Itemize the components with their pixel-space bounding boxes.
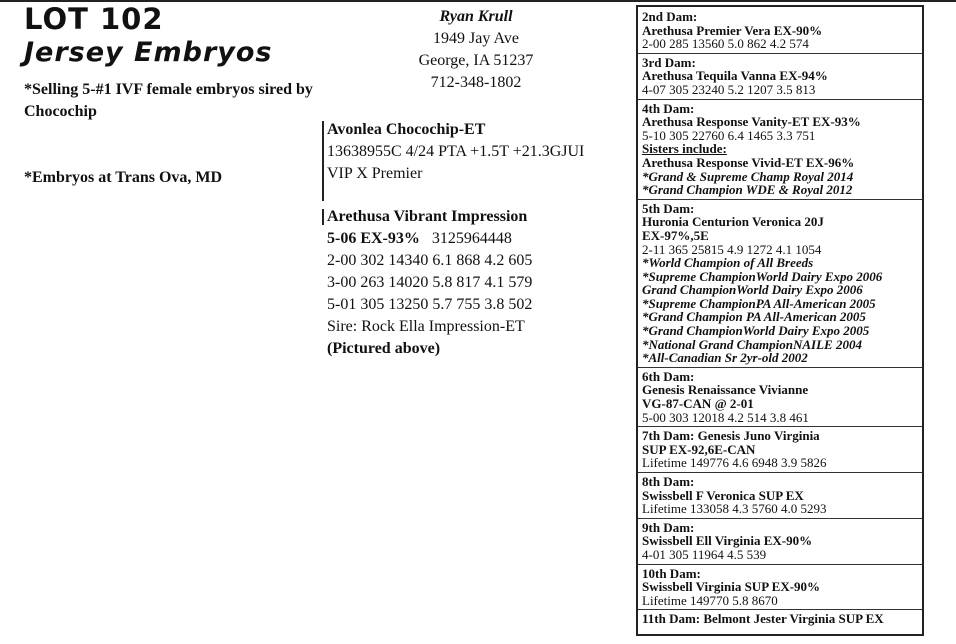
pedigree-line: 6th Dam: <box>642 368 695 384</box>
dam-record: 3-00 263 14020 5.8 817 4.1 579 <box>327 274 533 291</box>
pedigree-line: *All-Canadian Sr 2yr-old 2002 <box>642 350 808 366</box>
seller-address: 1949 Jay Ave <box>433 30 519 47</box>
dam-registration: 3125964448 <box>431 230 512 247</box>
pedigree-divider <box>638 199 924 200</box>
sire-name: Avonlea Chocochip-ET <box>327 121 486 138</box>
pictured-note: (Pictured above) <box>327 340 441 357</box>
dam-block <box>327 206 632 360</box>
lot-subtitle: Jersey Embryos <box>24 37 273 68</box>
seller-phone: 712-348-1802 <box>430 74 522 91</box>
dam-name: Arethusa Vibrant Impression <box>327 208 528 225</box>
pedigree-line: 11th Dam: Belmont Jester Virginia SUP EX <box>642 611 884 627</box>
pedigree-line: SUP EX-92,6E-CAN <box>642 441 756 457</box>
dam-record: 2-00 302 14340 6.1 868 4.2 605 <box>327 252 533 269</box>
pedigree-line: Swissbell Virginia SUP EX-90% <box>642 579 821 595</box>
pedigree-line: 2-00 285 13560 5.0 862 4.2 574 <box>642 36 809 52</box>
lot-title: LOT 102 <box>24 2 164 36</box>
pedigree-line: 5-10 305 22760 6.4 1465 3.3 751 <box>642 127 816 143</box>
pedigree-line: *Grand ChampionWorld Dairy Expo 2005 <box>642 323 870 339</box>
pedigree-line: Lifetime 133058 4.3 5760 4.0 5293 <box>642 501 827 517</box>
seller-name: Ryan Krull <box>439 8 513 25</box>
location-note: *Embryos at Trans Ova, MD <box>24 169 223 186</box>
pedigree-divider <box>638 99 924 100</box>
pedigree-line: VG-87-CAN @ 2-01 <box>642 396 754 412</box>
pedigree-line: *World Champion of All Breeds <box>642 255 814 271</box>
seller-city: George, IA 51237 <box>418 52 534 69</box>
pedigree-line: *Grand Champion WDE & Royal 2012 <box>642 182 853 198</box>
pedigree-line: *Supreme ChampionWorld Dairy Expo 2006 <box>642 268 883 284</box>
pedigree-line: Lifetime 149770 5.8 8670 <box>642 592 778 608</box>
pedigree-divider <box>638 53 924 54</box>
dam-classification: 5-06 EX-93% <box>327 230 420 247</box>
pedigree-line: Sisters include: <box>642 141 727 157</box>
pedigree-line: Lifetime 149776 4.6 6948 3.9 5826 <box>642 455 827 471</box>
dam-record: 5-01 305 13250 5.7 755 3.8 502 <box>327 296 533 313</box>
pedigree-line: 4-07 305 23240 5.2 1207 3.5 813 <box>642 81 816 97</box>
pedigree-line: 3rd Dam: <box>642 54 696 70</box>
pedigree-line: Swissbell Ell Virginia EX-90% <box>642 533 813 549</box>
pedigree-line: Arethusa Response Vivid-ET EX-96% <box>642 154 855 170</box>
pedigree-divider <box>638 609 924 610</box>
pedigree-line: EX-97%,5E <box>642 227 709 243</box>
pedigree-line: Huronia Centurion Veronica 20J <box>642 214 824 230</box>
seller-contact <box>396 6 556 94</box>
pedigree-divider <box>638 367 924 368</box>
pedigree-line: Arethusa Response Vanity-ET EX-93% <box>642 114 861 130</box>
pedigree-line: 5-00 303 12018 4.2 514 3.8 461 <box>642 409 809 425</box>
pedigree-line: *Grand & Supreme Champ Royal 2014 <box>642 168 854 184</box>
dam-sire: Sire: Rock Ella Impression-ET <box>327 318 525 335</box>
pedigree-line: Arethusa Tequila Vanna EX-94% <box>642 68 828 84</box>
selling-note: *Selling 5-#1 IVF female embryos sired by Chocochip <box>24 81 313 120</box>
pedigree-line: 5th Dam: <box>642 200 695 216</box>
pedigree-line: *Grand Champion PA All-American 2005 <box>642 309 866 325</box>
sire-block <box>327 119 632 185</box>
pedigree-divider <box>638 564 924 565</box>
pedigree-box <box>636 5 924 636</box>
dam-divider <box>322 209 324 225</box>
pedigree-line: 10th Dam: <box>642 565 701 581</box>
pedigree-divider <box>638 426 924 427</box>
pedigree-line: 8th Dam: <box>642 474 695 489</box>
pedigree-line: 4th Dam: <box>642 100 695 116</box>
pedigree-line: *National Grand ChampionNAILE 2004 <box>642 336 862 352</box>
pedigree-divider <box>638 518 924 519</box>
pedigree-line: 7th Dam: Genesis Juno Virginia <box>642 428 820 444</box>
pedigree-line: *Supreme ChampionPA All-American 2005 <box>642 295 876 311</box>
pedigree-line: Arethusa Premier Vera EX-90% <box>642 22 823 38</box>
pedigree-line: Swissbell F Veronica SUP EX <box>642 487 804 503</box>
sire-divider <box>322 121 324 201</box>
dam-classification-line <box>327 228 632 250</box>
pedigree-divider <box>638 472 924 473</box>
pedigree-line: 2nd Dam: <box>642 9 698 24</box>
sire-stats: 13638955C 4/24 PTA +1.5T +21.3GJUI <box>327 143 585 160</box>
pedigree-line: Grand ChampionWorld Dairy Expo 2006 <box>642 282 863 298</box>
pedigree-line: 9th Dam: <box>642 519 695 535</box>
sire-pedigree: VIP X Premier <box>327 165 423 182</box>
pedigree-line: 4-01 305 11964 4.5 539 <box>642 546 767 562</box>
pedigree-line: Genesis Renaissance Vivianne <box>642 382 809 398</box>
pedigree-line: 2-11 365 25815 4.9 1272 4.1 1054 <box>642 241 822 257</box>
